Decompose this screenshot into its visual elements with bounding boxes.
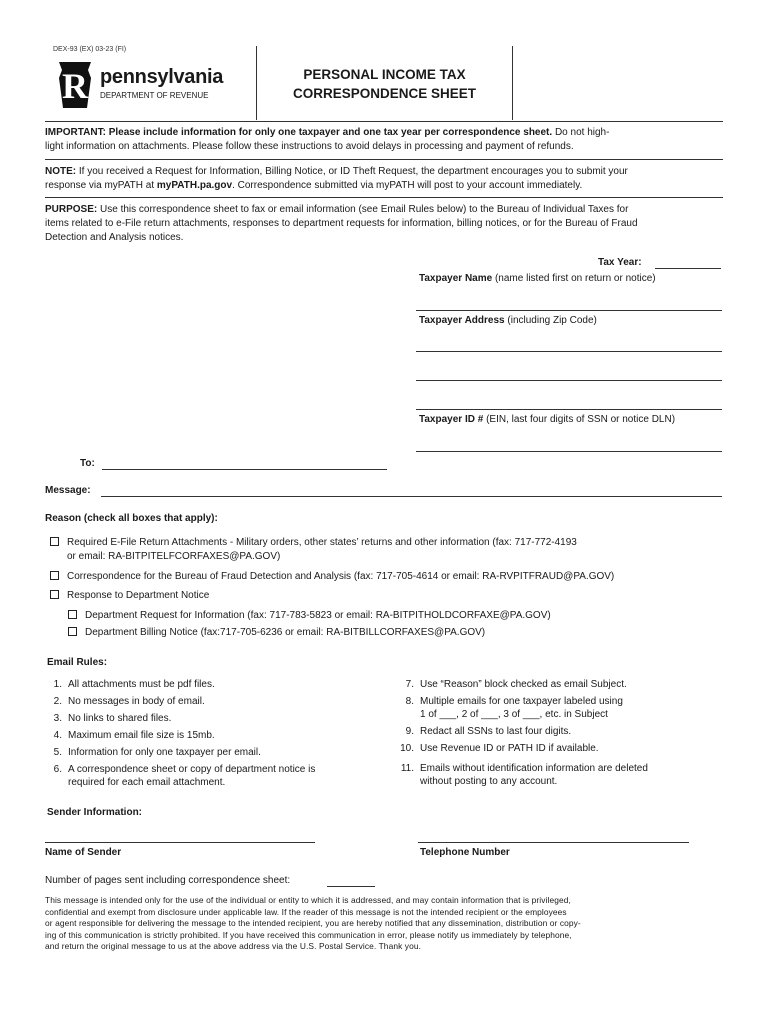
mypath-link[interactable]: myPATH.pa.gov bbox=[156, 180, 233, 191]
taxpayer-id-label: Taxpayer ID # (EIN, last four digits of SSN or notice DLN) bbox=[419, 414, 676, 425]
email-rules-left: 1. All attachments must be pdf files. 2. No messages in body of email. 3. No links to shared files. 4. Maximum email file size is 15mb. 5. Information for only one taxpayer per email. 6. A correspondence sheet or copy of department notice is required for each email attachment. bbox=[53, 679, 316, 788]
page-title bbox=[257, 65, 512, 103]
note-text-2b: . Correspondence submitted via myPATH will post to your account immediately. bbox=[232, 180, 583, 191]
disclaimer bbox=[45, 895, 735, 953]
taxpayer-id-field[interactable] bbox=[416, 451, 722, 452]
reason-heading: Reason (check all boxes that apply): bbox=[45, 513, 218, 524]
disclaimer-line: or agent responsible for delivering the message to the intended recipient, you are hereby notified that any dissemination, distribution or copy- bbox=[45, 918, 581, 929]
purpose-text-3: Detection and Analysis notices. bbox=[45, 232, 184, 243]
pages-field[interactable] bbox=[327, 886, 375, 887]
divider bbox=[45, 121, 723, 122]
purpose-text-2: items related to e-File return attachments, responses to department requests for information, billing notices, or for the Bureau of Fraud bbox=[45, 218, 638, 229]
to-label: To: bbox=[80, 458, 95, 469]
important-label: IMPORTANT: Please include information for only one taxpayer and one tax year per correspondence sheet. bbox=[45, 127, 553, 138]
reason-response: Response to Department Notice bbox=[50, 589, 209, 603]
email-rules-heading: Email Rules: bbox=[47, 657, 108, 668]
pa-revenue-logo bbox=[55, 60, 95, 110]
form-code: DEX-93 (EX) 03-23 (FI) bbox=[53, 46, 127, 53]
telephone-field[interactable] bbox=[418, 842, 689, 843]
important-text-1: Do not high- bbox=[552, 127, 610, 138]
fraud-checkbox[interactable] bbox=[50, 571, 59, 580]
taxpayer-address-field-3[interactable] bbox=[416, 409, 722, 410]
request-checkbox[interactable] bbox=[68, 610, 77, 619]
message-field[interactable] bbox=[101, 496, 722, 497]
divider bbox=[45, 197, 723, 198]
disclaimer-line: ing of this communication is strictly prohibited. If you have received this communication in error, please notify us immediately by telephone, bbox=[45, 929, 572, 940]
email-rules-right: 7. Use “Reason” block checked as email Subject. 8. Multiple emails for one taxpayer labeled using 1 of ___, 2 of ___, 3 of ___, etc. in Subject 9. Redact all SSNs to last four digits. 10. Use Revenue ID or PATH ID if available. 11. Emails without identification information are deleted without posting to any account. bbox=[400, 679, 648, 787]
taxpayer-name-field[interactable] bbox=[416, 310, 722, 311]
reason-fraud: Correspondence for the Bureau of Fraud Detection and Analysis (fax: 717-705-4614 or email: RA-RVPITFRAUD@PA.GOV) bbox=[50, 570, 614, 584]
tax-year-field[interactable] bbox=[655, 268, 721, 269]
reason-request: Department Request for Information (fax: 717-783-5823 or email: RA-BITPITHOLDCORFAXE@PA.GOV) bbox=[68, 609, 551, 623]
note-text-2a: response via myPATH at bbox=[45, 180, 157, 191]
logo-name: pennsylvania bbox=[100, 66, 224, 88]
sender-name-field[interactable] bbox=[45, 842, 315, 843]
message-label: Message: bbox=[45, 485, 91, 496]
title-line-2: CORRESPONDENCE SHEET bbox=[292, 86, 477, 101]
note-text-1: If you received a Request for Information, Billing Notice, or ID Theft Request, the department encourages you to submit your bbox=[76, 166, 628, 177]
logo-letter: R bbox=[62, 66, 88, 106]
taxpayer-name-label: Taxpayer Name (name listed first on return or notice) bbox=[419, 273, 656, 284]
to-field[interactable] bbox=[102, 469, 387, 470]
sender-heading: Sender Information: bbox=[47, 807, 143, 818]
purpose-text-1: Use this correspondence sheet to fax or email information (see Email Rules below) to the Bureau of Individual Taxes for bbox=[97, 204, 629, 215]
taxpayer-address-field-2[interactable] bbox=[416, 380, 722, 381]
reason-efile: Required E-File Return Attachments - Military orders, other states’ returns and other information (fax: 717-772-4193 bbox=[50, 536, 577, 550]
tax-year-label: Tax Year: bbox=[598, 257, 642, 268]
note-notice bbox=[45, 165, 725, 193]
logo-department: DEPARTMENT OF REVENUE bbox=[100, 91, 209, 100]
telephone-label: Telephone Number bbox=[420, 847, 510, 858]
efile-checkbox[interactable] bbox=[50, 537, 59, 546]
header-divider-right bbox=[512, 46, 513, 120]
title-line-1: PERSONAL INCOME TAX bbox=[303, 67, 466, 82]
disclaimer-line: and return the original message to us at the above address via the U.S. Postal Service. Thank you. bbox=[45, 941, 422, 952]
sender-name-label: Name of Sender bbox=[45, 847, 122, 858]
disclaimer-line: This message is intended only for the use of the individual or entity to which it is addressed, and may contain information that is privileged, bbox=[45, 895, 571, 905]
divider bbox=[45, 159, 723, 160]
disclaimer-line: confidential and exempt from disclosure under applicable law. If the reader of this message is not the intended recipient or the employees bbox=[45, 906, 567, 917]
note-label: NOTE: bbox=[45, 166, 77, 177]
important-notice bbox=[45, 126, 725, 154]
reason-billing: Department Billing Notice (fax:717-705-6236 or email: RA-BITBILLCORFAXES@PA.GOV) bbox=[68, 626, 485, 640]
purpose-label: PURPOSE: bbox=[45, 204, 98, 215]
reason-efile-cont: or email: RA-BITPITELFCORFAXES@PA.GOV) bbox=[67, 551, 281, 562]
purpose-notice bbox=[45, 203, 725, 245]
taxpayer-address-label: Taxpayer Address (including Zip Code) bbox=[419, 315, 597, 326]
billing-checkbox[interactable] bbox=[68, 627, 77, 636]
important-text-2: light information on attachments. Please follow these instructions to avoid delays in processing and payment of refunds. bbox=[45, 141, 574, 152]
response-checkbox[interactable] bbox=[50, 590, 59, 599]
pages-label: Number of pages sent including correspondence sheet: bbox=[45, 875, 291, 886]
taxpayer-address-field-1[interactable] bbox=[416, 351, 722, 352]
